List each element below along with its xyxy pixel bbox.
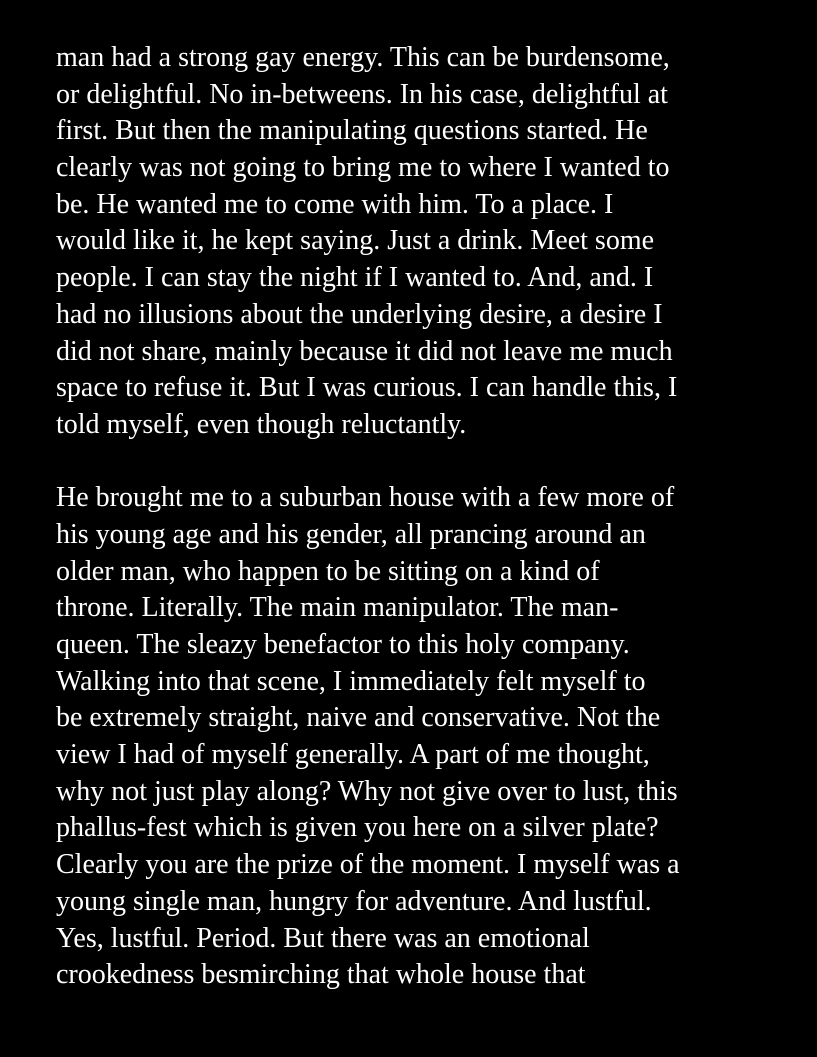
text-line: young single man, hungry for adventure. And lustful. (56, 885, 652, 917)
paragraph-1 (56, 40, 776, 444)
text-line: He brought me to a suburban house with a few more of (56, 482, 675, 514)
text-line: be. He wanted me to come with him. To a place. I (56, 188, 614, 220)
text-line: Yes, lustful. Period. But there was an emotional (56, 922, 590, 954)
text-line: or delightful. No in-betweens. In his case, delightful at (56, 78, 668, 110)
text-line: crookedness besmirching that whole house that (56, 959, 586, 991)
text-line: told myself, even though reluctantly. (56, 408, 467, 440)
text-line: Walking into that scene, I immediately felt myself to (56, 665, 646, 697)
text-line: did not share, mainly because it did not leave me much (56, 335, 673, 367)
paragraph-spacer (56, 444, 776, 481)
text-line: man had a strong gay energy. This can be burdensome, (56, 42, 670, 73)
text-line: first. But then the manipulating questions started. He (56, 115, 648, 147)
text-line: clearly was not going to bring me to where I wanted to (56, 152, 670, 184)
text-line: phallus-fest which is given you here on a silver plate? (56, 812, 659, 844)
text-line: older man, who happen to be sitting on a kind of (56, 555, 600, 587)
text-line: his young age and his gender, all prancing around an (56, 518, 646, 550)
text-line: space to refuse it. But I was curious. I can handle this, I (56, 372, 678, 404)
text-line: had no illusions about the underlying desire, a desire I (56, 298, 663, 330)
paragraph-2 (56, 480, 776, 994)
text-line: people. I can stay the night if I wanted to. And, and. I (56, 262, 654, 294)
document-page (56, 40, 776, 994)
text-line: would like it, he kept saying. Just a drink. Meet some (56, 225, 655, 257)
text-line: why not just play along? Why not give over to lust, this (56, 775, 678, 807)
text-line: view I had of myself generally. A part of me thought, (56, 739, 650, 771)
text-line: Clearly you are the prize of the moment. I myself was a (56, 849, 680, 881)
text-line: be extremely straight, naive and conservative. Not the (56, 702, 661, 734)
text-line: queen. The sleazy benefactor to this holy company. (56, 629, 630, 660)
text-line: throne. Literally. The main manipulator. The man- (56, 592, 619, 624)
